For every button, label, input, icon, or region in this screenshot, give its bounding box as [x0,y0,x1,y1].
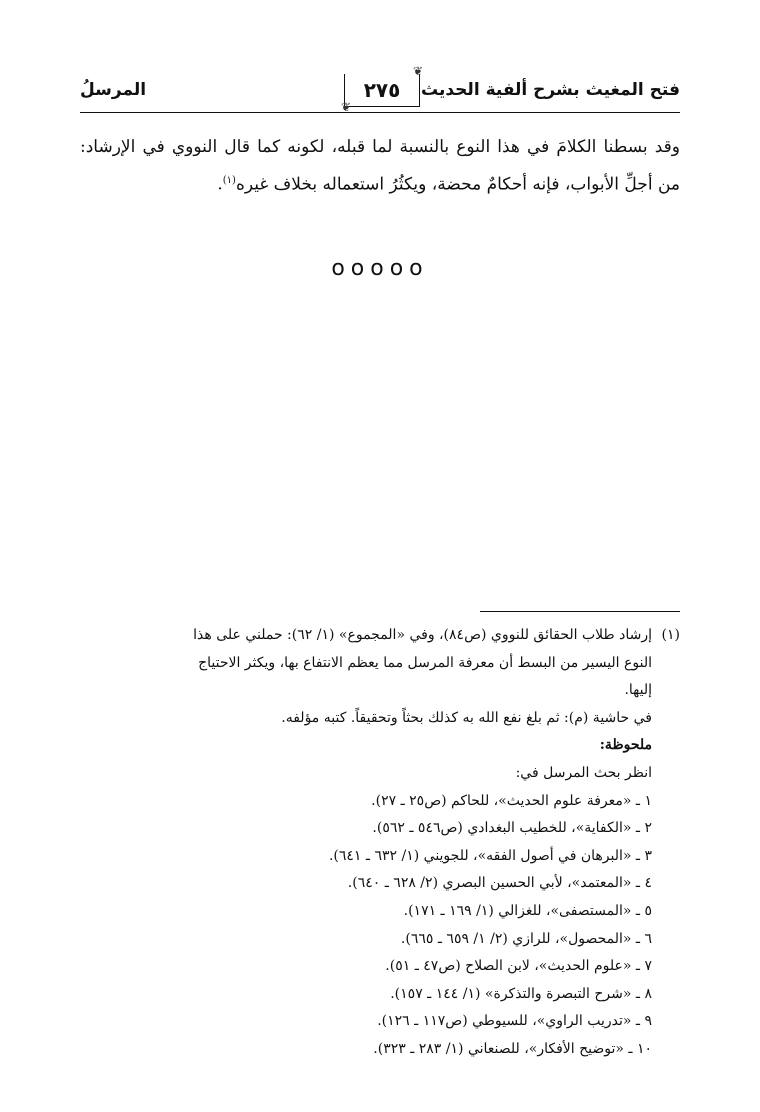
footnotes [80,622,680,1064]
reference-item: ٥ ـ «المستصفى»، للغزالي (١/ ١٦٩ ـ ١٧١). [403,902,652,919]
section-divider: ooooo [331,256,429,281]
reference-item: ٢ ـ «الكفاية»، للخطيب البغدادي (ص٥٤٦ ـ ٥٦٢). [372,820,652,837]
footnote-marker: (١) [661,627,680,643]
footnote-line: إرشاد طلاب الحقائق للنووي (ص٨٤)، وفي «المجموع» (١/ ٦٢): حملني على هذا [193,627,652,643]
reference-item: ٤ ـ «المعتمد»، لأبي الحسين البصري (٢/ ٦٢٨ ـ ٦٤٠). [347,875,652,892]
paragraph-end-mark: . [217,174,223,195]
reference-item: ١ ـ «معرفة علوم الحديث»، للحاكم (ص٢٥ ـ ٢٧). [371,792,652,809]
main-paragraph [80,130,680,202]
page-number-frame [341,64,423,114]
reference-item: ٨ ـ «شرح التبصرة والتذكرة» (١/ ١٤٤ ـ ١٥٧). [390,985,652,1002]
ornament-icon: ❦ [412,64,423,78]
note-heading: ملحوظة: [599,737,652,754]
reference-item: ١٠ ـ «توضيح الأفكار»، للصنعاني (١/ ٢٨٣ ـ ٣٢٣). [373,1040,652,1057]
reference-item: ٣ ـ «البرهان في أصول الفقه»، للجويني (١/ ٦٣٢ ـ ٦٤١). [328,847,652,864]
header-rule [80,112,680,113]
footnote-line: في حاشية (م): ثم بلغ نفع الله به كذلك بحثاً وتحقيقاً. كتبه مؤلفه. [281,709,652,726]
reference-list [80,788,652,1064]
page-header [80,64,680,114]
reference-item: ٩ ـ «تدريب الراوي»، للسيوطي (ص١١٧ ـ ١٢٦). [377,1013,652,1030]
footnote-reference: (١) [222,175,236,186]
reference-item: ٧ ـ «علوم الحديث»، لابن الصلاح (ص٤٧ ـ ٥١). [385,958,652,975]
paragraph-text: وقد بسطنا الكلامَ في هذا النوع بالنسبة لما قبله، لكونه كما قال النووي في الإرشاد: من أجلِّ الأبواب، فإنه أحكامٌ محضة، ويكثُرُ استعماله بخلاف غيره [80,137,680,195]
page-number: ٢٧٥ [363,78,401,102]
running-section-title: المرسلُ [80,80,147,100]
reference-item: ٦ ـ «المحصول»، للرازي (٢/ ١/ ٦٥٩ ـ ٦٦٥). [400,930,652,947]
running-title: فتح المغيث بشرح ألفية الحديث [420,80,680,100]
ornament-icon: ❦ [341,100,352,114]
footnote-1 [80,622,680,1064]
reference-list-intro: انظر بحث المرسل في: [515,764,652,781]
footnote-separator [480,611,680,612]
footnote-line: النوع اليسير من البسط أن معرفة المرسل مما يعظم الانتفاع بها، ويكثر الاحتياج [198,654,652,671]
footnote-line: إليها. [624,682,652,699]
